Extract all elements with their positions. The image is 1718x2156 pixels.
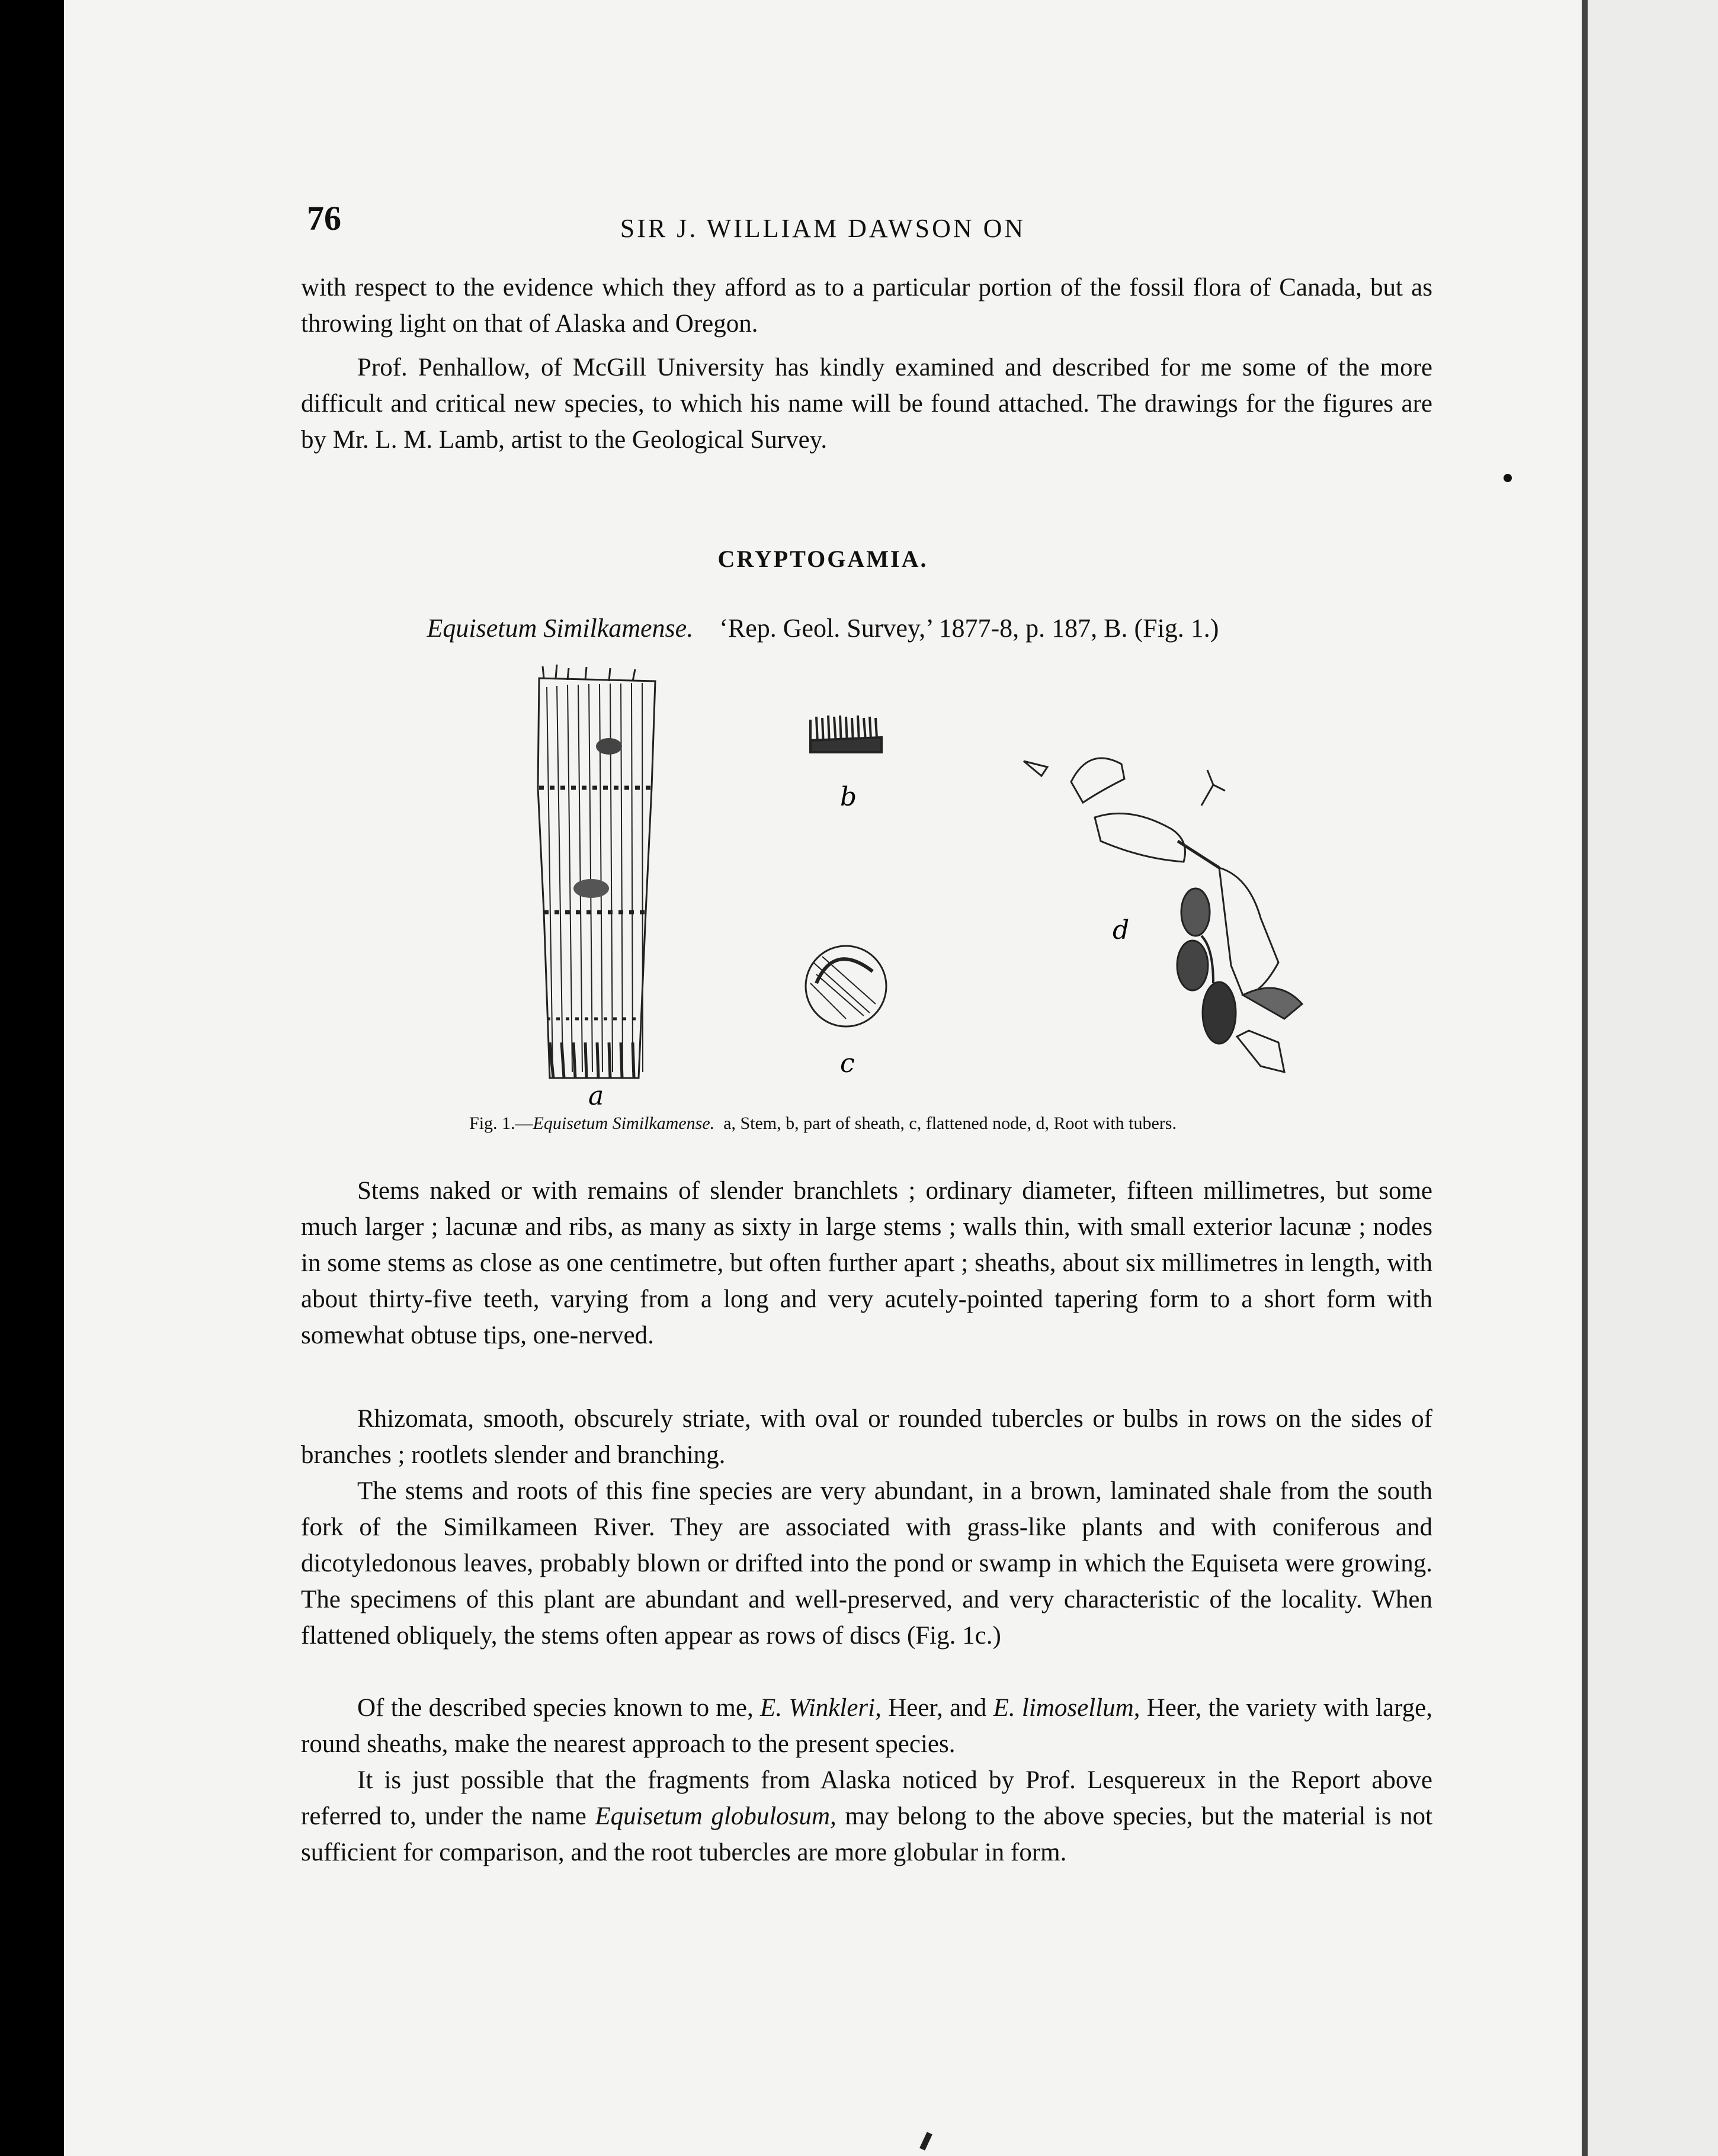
- figure-label-b: b: [840, 782, 857, 812]
- root-with-tubers-drawing: [1024, 758, 1302, 1072]
- paragraph-comparison: [301, 1690, 1432, 1762]
- alaska-text-1: It is just possible that the fragments from Alaska noticed by Prof. Lesquereux in the Report above referred to, under the name: [301, 1766, 1432, 1830]
- caption-prefix: Fig. 1.—: [469, 1114, 533, 1133]
- stem-drawing: [538, 665, 655, 1078]
- figure-caption: [64, 1114, 1582, 1134]
- comparison-text-2: Heer, and: [881, 1694, 993, 1722]
- facing-page-edge: [1582, 0, 1718, 2156]
- running-head: SIR J. WILLIAM DAWSON ON: [620, 214, 1026, 243]
- page-number: 76: [307, 199, 341, 238]
- species-name: Equisetum Similkamense.: [427, 614, 694, 643]
- caption-species: Equisetum Similkamense.: [533, 1114, 715, 1133]
- paragraph-rhizomata: Rhizomata, smooth, obscurely striate, with oval or rounded tubercles or bulbs in rows on the sides of branches ; rootlets slender and branching.: [301, 1405, 1432, 1469]
- figure-1-illustration: [431, 663, 1462, 1114]
- species-globulosum: Equisetum globulosum,: [595, 1802, 836, 1830]
- stray-tick-mark: [919, 2132, 932, 2150]
- paragraph-occurrence: The stems and roots of this fine species are very abundant, in a brown, laminated shale from the south fork of the Similkameen River. They are associated with grass-like plants and with coniferous and dicotyledonous leaves, probably blown or drifted into the pond or swamp in which the Equiseta were growing. The specimens of this plant are abundant and well-preserved, and very characteristic of the locality. When flattened obliquely, the stems often appear as rows of discs (Fig. 1c.): [301, 1477, 1432, 1650]
- species-winkleri: E. Winkleri,: [760, 1694, 882, 1722]
- paragraph-stems-description: Stems naked or with remains of slender branchlets ; ordinary diameter, fifteen millimetres, but some much larger ; lacunæ and ribs, as many as sixty in large stems ; walls thin, with small exterior lacunæ ; nodes in some stems as close as one centimetre, but often further apart ; sheaths, about six millimetres in length, with about thirty-five teeth, varying from a long and very acutely-pointed tapering form to a short form with somewhat obtuse tips, one-nerved.: [301, 1177, 1432, 1349]
- figure-label-c: c: [840, 1048, 855, 1079]
- paragraph-alaska-fragments: [301, 1762, 1432, 1871]
- paragraph-acknowledgement: Prof. Penhallow, of McGill University has kindly examined and described for me some of the more difficult and critical new species, to which his name will be found attached. The drawings for the figures are by Mr. L. M. Lamb, artist to the Geological Survey.: [301, 354, 1432, 454]
- caption-description: a, Stem, b, part of sheath, c, flattened node, d, Root with tubers.: [723, 1114, 1177, 1133]
- section-title: CRYPTOGAMIA.: [717, 546, 928, 572]
- species-limosellum: E. limosellum,: [993, 1694, 1140, 1722]
- flattened-node-drawing: [806, 946, 886, 1026]
- stray-dot-mark: [1504, 474, 1512, 482]
- comparison-text-3: Heer, the variety with large, round sheaths, make the nearest approach to the present species.: [301, 1694, 1432, 1758]
- species-reference: ‘Rep. Geol. Survey,’ 1877-8, p. 187, B. (Fig. 1.): [719, 614, 1219, 643]
- alaska-text-2: may belong to the above species, but the material is not sufficient for comparison, and the root tubercles are more globular in form.: [301, 1802, 1432, 1866]
- sheath-fragment-drawing: [810, 716, 882, 752]
- figure-label-a: a: [588, 1081, 604, 1111]
- book-page: [64, 0, 1582, 2156]
- figure-label-d: d: [1113, 915, 1130, 945]
- paragraph-intro-continued: with respect to the evidence which they afford as to a particular portion of the fossil flora of Canada, but as throwing light on that of Alaska and Oregon.: [301, 274, 1432, 338]
- comparison-text-1: Of the described species known to me,: [357, 1694, 761, 1722]
- species-heading: [64, 613, 1582, 643]
